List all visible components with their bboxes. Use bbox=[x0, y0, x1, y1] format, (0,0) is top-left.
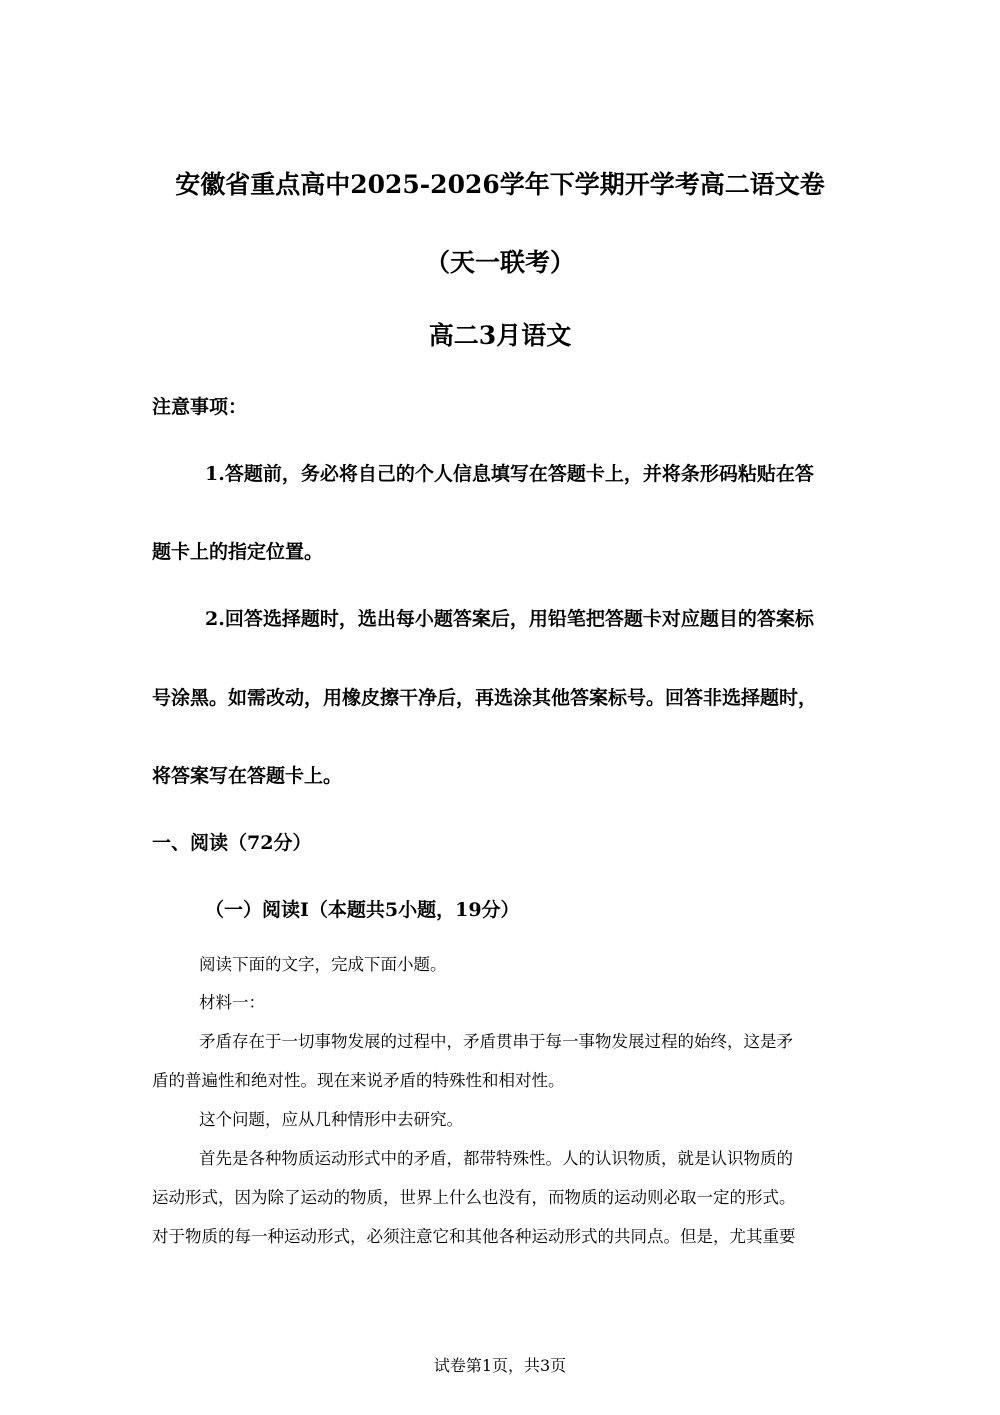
passage-paragraph-3-line-2: 运动形式，因为除了运动的物质，世界上什么也没有，而物质的运动则必取一定的形式。 bbox=[152, 1188, 796, 1207]
exam-course-title: 高二3月语文 bbox=[428, 321, 572, 350]
exam-title: 安徽省重点高中2025-2026学年下学期开学考高二语文卷 bbox=[175, 170, 825, 199]
notice-item-1-line-1: 1.答题前，务必将自己的个人信息填写在答题卡上，并将条形码粘贴在答 bbox=[205, 463, 814, 485]
passage-paragraph-2-line-1: 这个问题，应从几种情形中去研究。 bbox=[199, 1110, 463, 1129]
section-subheading: （一）阅读Ⅰ（本题共5小题，19分） bbox=[205, 899, 520, 921]
material-label: 材料一： bbox=[199, 993, 265, 1012]
passage-paragraph-1-line-2: 盾的普遍性和绝对性。现在来说矛盾的特殊性和相对性。 bbox=[152, 1071, 565, 1090]
exam-subtitle: （天一联考） bbox=[424, 248, 575, 277]
passage-paragraph-1-line-1: 矛盾存在于一切事物发展的过程中，矛盾贯串于每一事物发展过程的始终，这是矛 bbox=[199, 1032, 793, 1051]
notice-item-2-line-1: 2.回答选择题时，选出每小题答案后，用铅笔把答题卡对应题目的答案标 bbox=[205, 608, 814, 630]
notice-item-2-line-2: 号涂黑。如需改动，用橡皮擦干净后，再选涂其他答案标号。回答非选择题时， bbox=[152, 687, 818, 709]
passage-instruction: 阅读下面的文字，完成下面小题。 bbox=[199, 955, 447, 974]
page-footer: 试卷第1页，共3页 bbox=[433, 1356, 567, 1375]
notice-heading: 注意事项： bbox=[152, 396, 248, 418]
notice-item-1-line-2: 题卡上的指定位置。 bbox=[152, 541, 324, 563]
notice-item-2-line-3: 将答案写在答题卡上。 bbox=[152, 765, 343, 787]
passage-paragraph-3-line-1: 首先是各种物质运动形式中的矛盾，都带特殊性。人的认识物质，就是认识物质的 bbox=[199, 1149, 793, 1168]
passage-paragraph-3-line-3: 对于物质的每一种运动形式，必须注意它和其他各种运动形式的共同点。但是，尤其重要 bbox=[152, 1227, 796, 1246]
section-heading: 一、阅读（72分） bbox=[152, 832, 312, 854]
